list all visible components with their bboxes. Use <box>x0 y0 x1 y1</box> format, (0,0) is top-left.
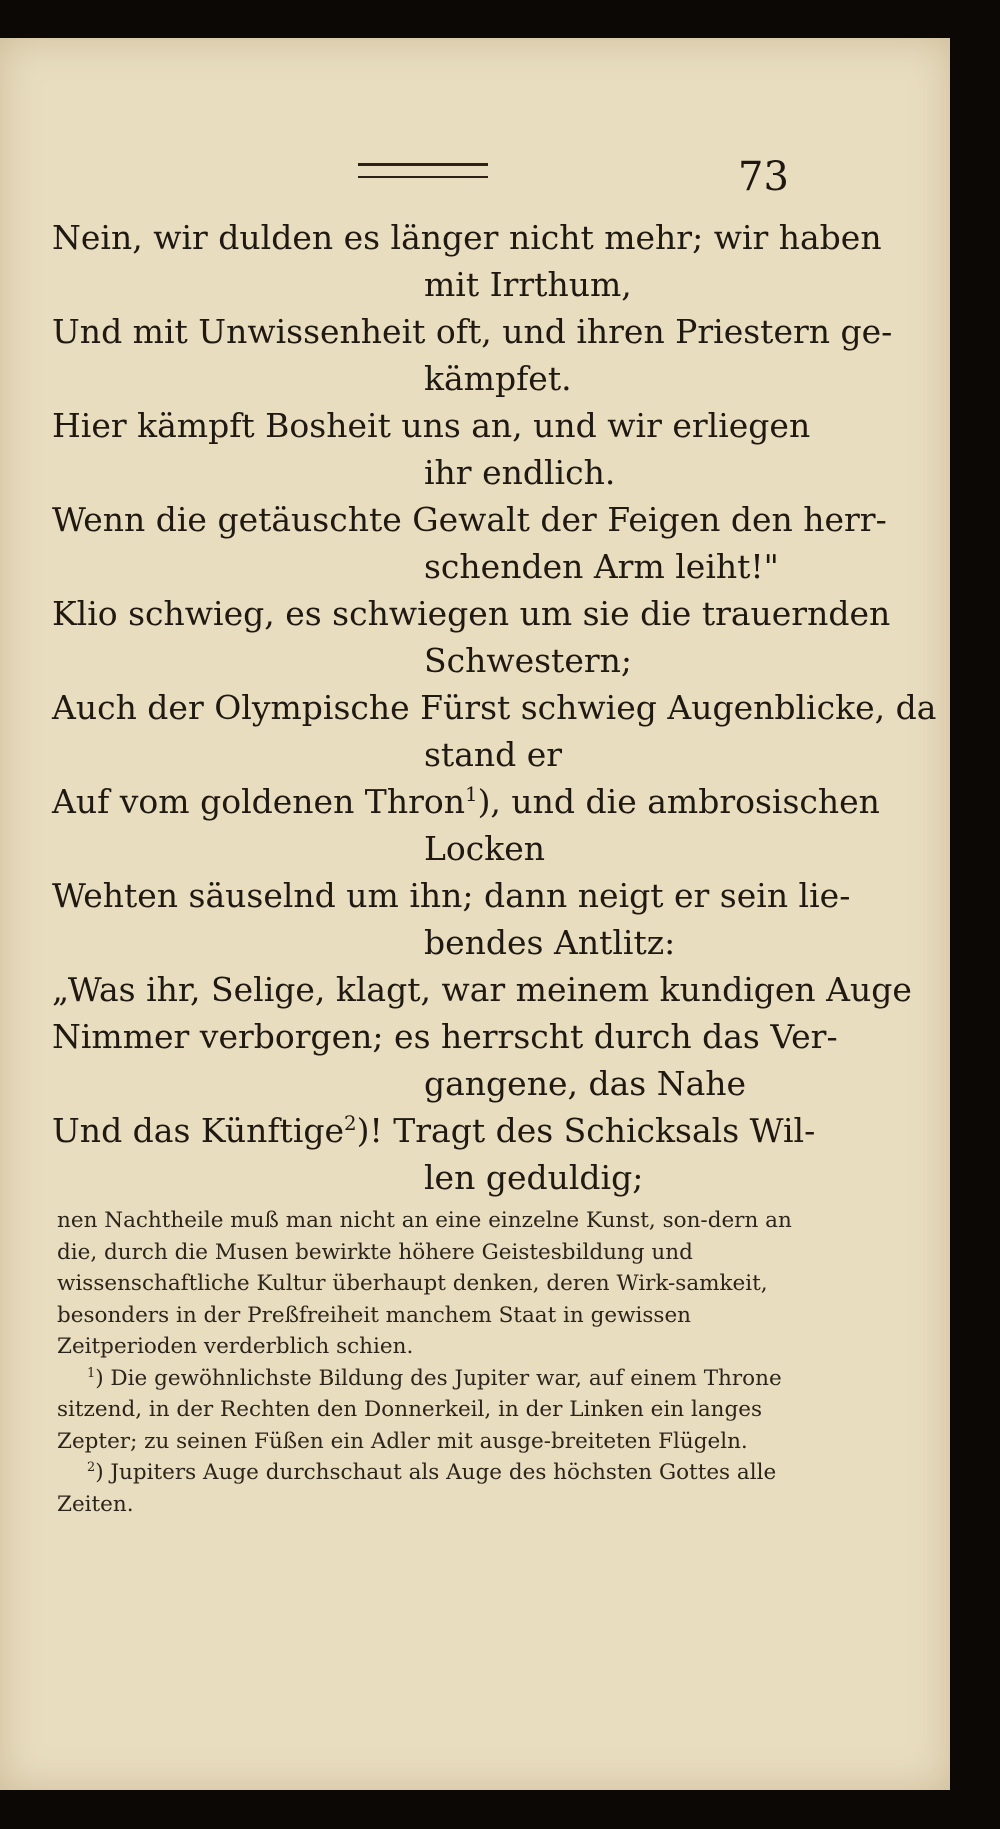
verse-line: Hier kämpft Bosheit uns an, und wir erliegen ihr endlich. <box>52 406 811 492</box>
footnote-continuation: nen Nachtheile muß man nicht an eine einzelne Kunst, son-dern an die, durch die Musen bewirkte höhere Geistesbildung und wissenschaftliche Kultur überhaupt denken, deren Wirk-samkeit, besonders in der Preßfreiheit manchem Staat in gewissen Zeitperioden verderblich schien. <box>57 1208 792 1359</box>
footnote-ref: 2 <box>344 1112 357 1135</box>
footnote-2: $^2$) Jupiters Auge durchschaut als Auge des höchsten Gottes alle Zeiten. <box>57 1459 777 1517</box>
verse-line: Nein, wir dulden es länger nicht mehr; wir haben mit Irrthum, <box>52 218 882 304</box>
verse-line: Auch der Olympische Fürst schwieg Augenblicke, da stand er <box>52 688 937 774</box>
verse-line: Auf vom goldenen Thron$^1$), und die ambrosischen Locken <box>52 782 880 868</box>
page-number: 73 <box>738 154 789 200</box>
verse-line: Wenn die getäuschte Gewalt der Feigen den herr- schenden Arm leiht!" <box>52 500 887 586</box>
verse-block <box>52 214 937 1201</box>
verse-line: „Was ihr, Selige, klagt, war meinem kundigen Auge <box>52 970 912 1009</box>
footnote-mark: 2 <box>87 1459 96 1475</box>
header-rule <box>358 163 488 178</box>
footnotes <box>57 1205 797 1520</box>
verse-line: Und mit Unwissenheit oft, und ihren Priestern ge- kämpfet. <box>52 312 893 398</box>
verse-line: Klio schwieg, es schwiegen um sie die trauernden Schwestern; <box>52 594 891 680</box>
footnote-ref: 1 <box>464 783 478 806</box>
verse-line: Und das Künftige$^2$)! Tragt des Schicksals Wil- len geduldig; <box>52 1111 816 1197</box>
footnote-1: $^1$) Die gewöhnlichste Bildung des Jupiter war, auf einem Throne sitzend, in der Rechten den Donnerkeil, in der Linken ein langes Zepter; zu seinen Füßen ein Adler mit ausge-breiteten Flügeln. <box>57 1365 782 1454</box>
footnote-mark: 1 <box>87 1365 96 1381</box>
verse-line: Nimmer verborgen; es herrscht durch das Ver- gangene, das Nahe <box>52 1017 838 1103</box>
verse-line: Wehten säuselnd um ihn; dann neigt er sein lie- bendes Antlitz: <box>52 876 851 962</box>
